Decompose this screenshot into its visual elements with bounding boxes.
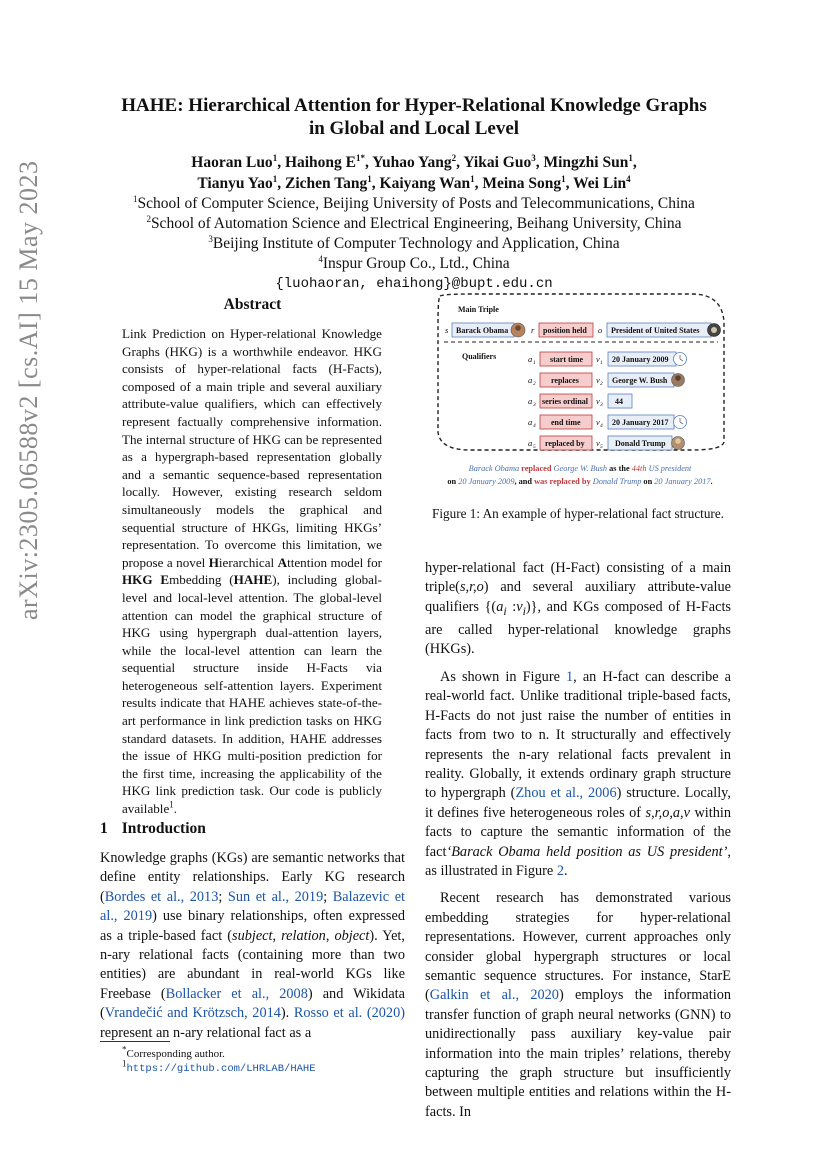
key-text: end time xyxy=(551,418,581,427)
a-label: a xyxy=(528,375,533,385)
a-sub: 4 xyxy=(533,423,536,429)
section-number: 1 xyxy=(100,820,108,837)
a-label: a xyxy=(528,417,533,427)
title-block xyxy=(0,94,828,294)
fig-value: 20 January 2017 xyxy=(654,477,711,486)
affiliation xyxy=(0,234,828,254)
author-sep: , xyxy=(277,154,285,171)
body-text: ) use binary relationships, often expressed as a triple-based fact ( xyxy=(100,908,405,944)
qualifier-row-1 xyxy=(528,352,687,366)
v-sub: 1 xyxy=(600,360,603,366)
figure-1 xyxy=(430,292,732,452)
fig-entity: George W. Bush xyxy=(553,464,608,473)
body-text: )}, and KGs composed of H-Facts are called hyper-relational knowledge graphs (HKGs). xyxy=(425,598,731,658)
author: Kaiyang Wan xyxy=(379,175,471,192)
fig-word: on xyxy=(641,477,655,486)
body-text: ) and several auxiliary attribute-value qualifiers {( xyxy=(425,579,731,615)
citation-link[interactable]: Sun et al., 2019 xyxy=(227,888,324,905)
paragraph xyxy=(425,559,731,660)
footnote-mark: * xyxy=(122,1044,127,1055)
abstract-bold: HAHE xyxy=(233,572,273,588)
author-sep: , xyxy=(632,154,637,171)
author: Meina Song xyxy=(482,175,562,192)
v-sub: 5 xyxy=(600,444,603,450)
abstract-paragraph xyxy=(122,325,382,818)
affil-text: School of Automation Science and Electrical Engineering, Beihang University, China xyxy=(150,215,682,232)
affiliation xyxy=(0,194,828,214)
italic-term: relation xyxy=(281,927,326,944)
body-text: . xyxy=(563,862,568,879)
value-text: 20 January 2009 xyxy=(612,355,669,364)
abstract-heading: Abstract xyxy=(223,296,282,313)
affil-sup: 4 xyxy=(318,253,323,264)
body-text: ; xyxy=(218,888,228,905)
qualifier-row-3 xyxy=(528,394,632,408)
person-icon-head xyxy=(675,375,681,381)
abstract-bold: A xyxy=(277,554,288,570)
citation-link[interactable]: Rosso et al. (2020) xyxy=(293,1005,405,1022)
person-icon-head xyxy=(515,325,521,331)
a-label: a xyxy=(528,396,533,406)
author: Tianyu Yao xyxy=(197,175,273,192)
math-sub: i xyxy=(522,603,526,618)
author-sup: 4 xyxy=(626,173,631,184)
seal-icon-inner xyxy=(711,327,717,333)
arxiv-stamp: arXiv:2305.06588v2 [cs.AI] 15 May 2023 xyxy=(14,160,43,620)
a-sub: 3 xyxy=(533,402,536,408)
o-label: o xyxy=(598,325,603,335)
author-line-2 xyxy=(0,173,828,194)
subject-text: Barack Obama xyxy=(456,326,509,335)
body-text: , an H-fact can describe a real-world fact. Unlike traditional triple-based facts, H-Facts do not just raise the number of entities in facts from two to n. It structurally and effectively represents the n-ary relational facts prevalent in reality. Globally, it extends ordinary graph structure to hypergraph ( xyxy=(425,668,731,802)
affiliations xyxy=(0,194,828,294)
affiliation xyxy=(0,254,828,274)
math: s,r,o,a,v xyxy=(645,804,690,821)
r-label: r xyxy=(531,325,535,335)
relation-text: position held xyxy=(543,326,587,335)
body-text: As shown in Figure xyxy=(440,668,567,685)
a-sub: 5 xyxy=(533,444,536,450)
author: Wei Lin xyxy=(573,175,627,192)
fig-word: , and xyxy=(514,477,535,486)
abstract-text: ttention model for xyxy=(287,554,383,570)
paragraph xyxy=(425,668,731,881)
figure-sentence-line-1 xyxy=(420,462,740,475)
affil-sup: 3 xyxy=(208,233,213,244)
affil-sup: 1 xyxy=(133,193,138,204)
author-sep: , xyxy=(456,154,464,171)
author-sep: , xyxy=(474,175,483,192)
fig-relation: was replaced by xyxy=(534,477,591,486)
author-sep: , xyxy=(365,154,373,171)
author-sep: , xyxy=(371,175,380,192)
fig-entity: Donald Trump xyxy=(590,477,642,486)
key-text: series ordinal xyxy=(542,397,588,406)
citation-link[interactable]: Zhou et al., 2006 xyxy=(515,785,617,802)
affil-text: Inspur Group Co., Ltd., China xyxy=(322,255,510,272)
figure-ref-link[interactable]: 2 xyxy=(556,862,564,879)
qualifiers-label: Qualifiers xyxy=(462,352,497,361)
author-sup: 1 xyxy=(272,173,278,184)
body-text: represent an n-ary relational fact as a xyxy=(100,1024,312,1041)
author-sup: 1 xyxy=(367,173,372,184)
fig-value: 44 xyxy=(631,464,641,473)
intro-right-column xyxy=(425,559,731,1122)
fig-word: the xyxy=(618,464,632,473)
fig-value: th xyxy=(640,464,647,473)
citation-link[interactable]: Bordes et al., 2013 xyxy=(104,888,219,905)
italic-term: object xyxy=(334,927,370,944)
figure-1-diagram xyxy=(430,292,732,452)
object-text: President of United States xyxy=(611,326,700,335)
fig-word: . xyxy=(710,477,713,486)
affil-sup: 2 xyxy=(146,213,151,224)
footnote-mark: 1 xyxy=(122,1058,127,1069)
math: a xyxy=(496,598,504,615)
value-text: 44 xyxy=(615,397,623,406)
key-text: replaces xyxy=(551,376,579,385)
author-sep: , xyxy=(277,175,285,192)
footnotes xyxy=(100,1044,405,1076)
abstract-bold: E xyxy=(160,572,170,588)
fig-entity: US president xyxy=(646,464,692,473)
citation-link[interactable]: Vrandečić and Krötzsch, 2014 xyxy=(104,1005,281,1022)
a-label: a xyxy=(528,438,533,448)
author-sup: 1 xyxy=(272,152,278,163)
footnote-ref[interactable]: 1 xyxy=(169,799,174,810)
abstract-text: . xyxy=(173,801,178,817)
main-triple-label: Main Triple xyxy=(458,305,499,314)
author: Haoran Luo xyxy=(191,154,273,171)
author: Mingzhi Sun xyxy=(543,154,629,171)
figure-caption: Figure 1: An example of hyper-relational fact structure. xyxy=(432,506,724,521)
abstract-text: ierarchical xyxy=(218,554,278,570)
body-text: , xyxy=(272,927,282,944)
author-sep: , xyxy=(565,175,574,192)
value-text: 20 January 2017 xyxy=(612,418,669,427)
title-line-2: in Global and Local Level xyxy=(308,118,520,139)
author-sup: 1 xyxy=(561,173,566,184)
footnote-corresponding xyxy=(100,1044,405,1061)
body-text: ). xyxy=(280,1005,294,1022)
title-line-1: HAHE: Hierarchical Attention for Hyper-Relational Knowledge Graphs xyxy=(121,95,707,116)
v-label: v xyxy=(596,354,600,364)
section-title: Introduction xyxy=(121,820,206,837)
author-email[interactable]: {luohaoran, ehaihong}@bupt.edu.cn xyxy=(275,276,553,292)
section-heading xyxy=(100,820,206,838)
a-label: a xyxy=(528,354,533,364)
footnote-code xyxy=(100,1058,405,1076)
author: Yikai Guo xyxy=(463,154,532,171)
key-text: start time xyxy=(550,355,584,364)
author-line-1 xyxy=(0,152,828,173)
body-text: , xyxy=(325,927,335,944)
body-text: Recent research has demonstrated various embedding strategies for hyper-relational representations. However, current approaches only consider global hypergraph structures or local semantic sequence structures. For instance, StarE ( xyxy=(425,890,731,1004)
affil-text: Beijing Institute of Computer Technology and Application, China xyxy=(212,235,620,252)
author: Yuhao Yang xyxy=(372,154,452,171)
author-sup: 3 xyxy=(531,152,536,163)
citation-link[interactable]: Balazevic et al., 2019 xyxy=(100,888,406,925)
author: Zichen Tang xyxy=(284,175,368,192)
body-text: ; xyxy=(323,888,333,905)
body-text: within facts to capture the semantic information of the fact xyxy=(425,804,731,860)
v-sub: 2 xyxy=(600,381,603,387)
value-text: Donald Trump xyxy=(615,439,666,448)
italic-quote: ‘Barack Obama held position as US president’ xyxy=(446,843,728,860)
a-sub: 1 xyxy=(533,360,536,366)
body-text: hyper-relational fact (H-Fact) consisting of a main triple( xyxy=(425,560,731,596)
intro-left-column xyxy=(100,849,405,1043)
code-link[interactable]: https://github.com/LHRLAB/HAHE xyxy=(126,1063,316,1075)
author-sep: , xyxy=(535,154,544,171)
fig-entity: Barack Obama xyxy=(468,464,520,473)
figure-sentence-line-2 xyxy=(420,475,740,488)
abstract-body xyxy=(122,325,382,818)
citation-link[interactable]: Galkin et al., 2020 xyxy=(429,987,559,1004)
affil-text: School of Computer Science, Beijing University of Posts and Telecommunications, China xyxy=(137,195,695,212)
v-label: v xyxy=(596,438,600,448)
math: v xyxy=(516,598,523,615)
author-sup: 1 xyxy=(470,173,475,184)
person-icon-head xyxy=(675,438,681,444)
v-label: v xyxy=(596,396,600,406)
body-text: ). Yet, n-ary relational facts (containing more than two entities) are abundant in real-world KGs like Freebase ( xyxy=(100,927,405,1002)
v-label: v xyxy=(596,375,600,385)
body-text: , as illustrated in Figure xyxy=(425,843,731,879)
fig-value: 20 January 2009 xyxy=(458,477,515,486)
author-list xyxy=(0,152,828,194)
paragraph xyxy=(425,889,731,1122)
author-sup: 1* xyxy=(356,152,366,163)
key-text: replaced by xyxy=(545,439,585,448)
math-sub: i xyxy=(503,603,507,618)
v-sub: 4 xyxy=(600,423,603,429)
v-label: v xyxy=(596,417,600,427)
body-text: Knowledge graphs (KGs) are semantic networks that define entity relationships. Early KG research ( xyxy=(100,850,405,905)
s-label: s xyxy=(445,325,449,335)
abstract-text: ), including global-level and local-level attention. The global-level attention can model the graphical structure of HKG using hypergraph dual-attention layers, while the local-level attention can learn the sequential structure inside H-Facts via heterogeneous self-attention layers. Experiment results indicate that HAHE achieves state-of-the-art performance in link prediction tasks on HKG standard datasets. In addition, HAHE addresses the issue of HKG multi-position prediction for the first time, increasing the applicability of the HKG link prediction task. Our code is publicly available xyxy=(122,572,382,817)
abstract-bold: HKG xyxy=(122,572,153,588)
body-text: ) employs the information transfer function of graph neural networks (GNN) to unidirectionally pass auxiliary key-value pair information into the main triples’ relations, thereby capturing the graph structure but insufficiently between multiple entities and relations within the H-facts. In xyxy=(425,987,731,1120)
qualifier-row-4 xyxy=(528,415,687,429)
abstract-bold: H xyxy=(208,554,219,570)
body-text: ) structure. Locally, it defines five heterogeneous roles of xyxy=(425,785,731,821)
fig-word: on xyxy=(447,477,459,486)
footnote-text: Corresponding author. xyxy=(126,1048,225,1060)
author: Haihong E xyxy=(284,154,357,171)
fig-relation: replaced xyxy=(519,464,554,473)
figure-ref-link[interactable]: 1 xyxy=(566,668,574,685)
author-sup: 1 xyxy=(628,152,633,163)
qualifier-row-2 xyxy=(528,373,685,387)
a-sub: 2 xyxy=(533,381,536,387)
author-sup: 2 xyxy=(451,152,457,163)
affiliation xyxy=(0,214,828,234)
citation-link[interactable]: Bollacker et al., 2008 xyxy=(165,985,308,1002)
paper-title xyxy=(0,94,828,140)
italic-term: subject xyxy=(232,927,273,944)
qualifier-row-5 xyxy=(528,436,685,450)
math: s,r,o xyxy=(459,579,484,596)
abstract-text: Link Prediction on Hyper-relational Knowledge Graphs (HKG) is a worthwhile endeavor. HKG consists of hyper-relational facts (H-Facts), composed of a main triple and several auxiliary attribute-value qualifiers, which can effectively represent factually comprehensive information. The internal structure of HKG can be represented as a hypergraph-based representation globally and a semantic sequence-based representation locally. However, existing research seldom simultaneously models the graphical and sequential structure of HKGs, limiting HKGs’ representation. To overcome this limitation, we propose a novel xyxy=(122,326,382,570)
fig-word: as xyxy=(607,464,619,473)
footnote-divider xyxy=(100,1041,170,1042)
abstract-text: mbedding ( xyxy=(169,572,234,588)
body-text: ) and Wikidata ( xyxy=(100,985,405,1022)
value-text: George W. Bush xyxy=(612,376,668,385)
v-sub: 3 xyxy=(600,402,603,408)
math: : xyxy=(506,598,517,615)
